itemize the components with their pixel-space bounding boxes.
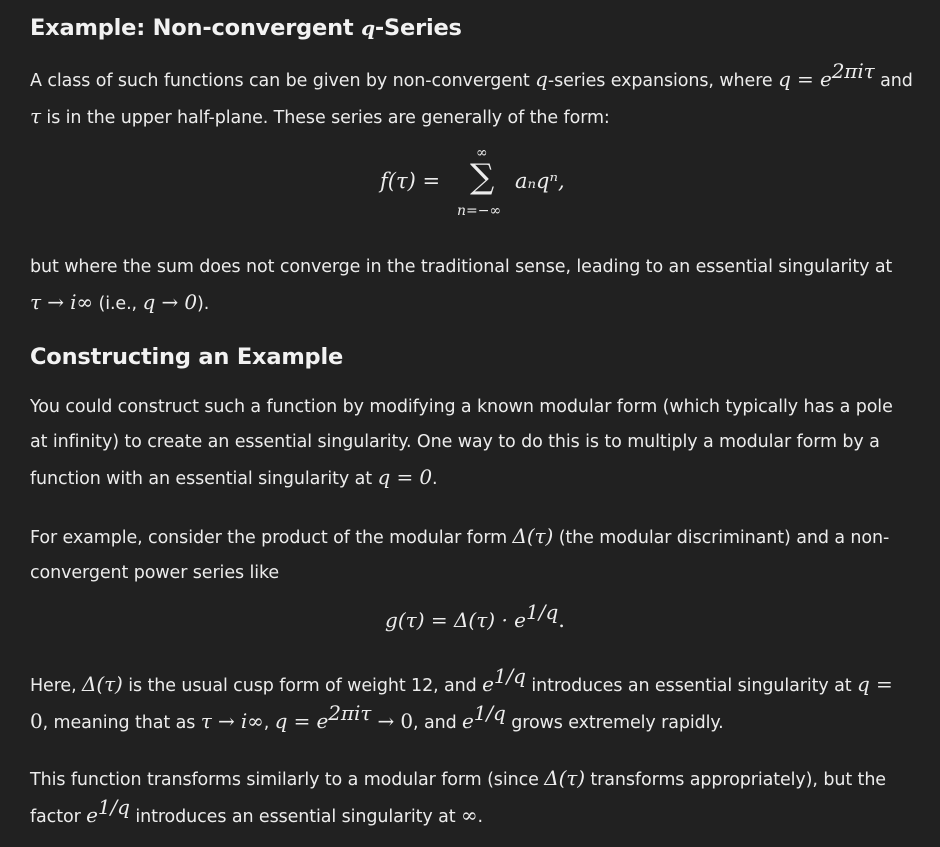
section-heading-example: Example: Non-convergent q-Series [30, 15, 462, 41]
section-heading-constructing: Constructing an Example [30, 344, 344, 370]
series-formula: f(τ) = ∞ ∑ n=−∞ aₙqⁿ, [380, 145, 565, 219]
cusp-form-paragraph: Here, Δ(τ) is the usual cusp form of weight 12, and $e^{1/q}$ introduces an essential singularity at q = 0, meaning that as τ → i∞, $q = e^{2\pi i\tau} \to 0$, and $e^{1/q}$ grows extremely rapidly. [30, 664, 893, 733]
divergence-paragraph: but where the sum does not converge in the traditional sense, leading to an essential singularity at τ → i∞ (i.e., q → 0). [30, 257, 893, 314]
construction-paragraph: You could construct such a function by modifying a known modular form (which typically has a pole at infinity) to create an essential singularity. One way to do this is to multiply a modular form by a function with an essential singularity at q = 0. [30, 397, 893, 489]
product-formula: $g(\tau) = \Delta(\tau) \cdot e^{1/q}$. [385, 600, 565, 632]
example-paragraph: For example, consider the product of the modular form Δ(τ) (the modular discriminant) and a non- convergent power series like [30, 524, 890, 583]
transform-paragraph: This function transforms similarly to a modular form (since Δ(τ) transforms appropriately), but the factor $e^{1/q}$ introduces an essential singularity at ∞. [30, 766, 886, 827]
intro-paragraph: A class of such functions can be given by non-convergent q-series expansions, where $q = e^{2\pi i\tau}$ and τ is in the upper half-plane. These series are generally of the form: [30, 59, 913, 128]
